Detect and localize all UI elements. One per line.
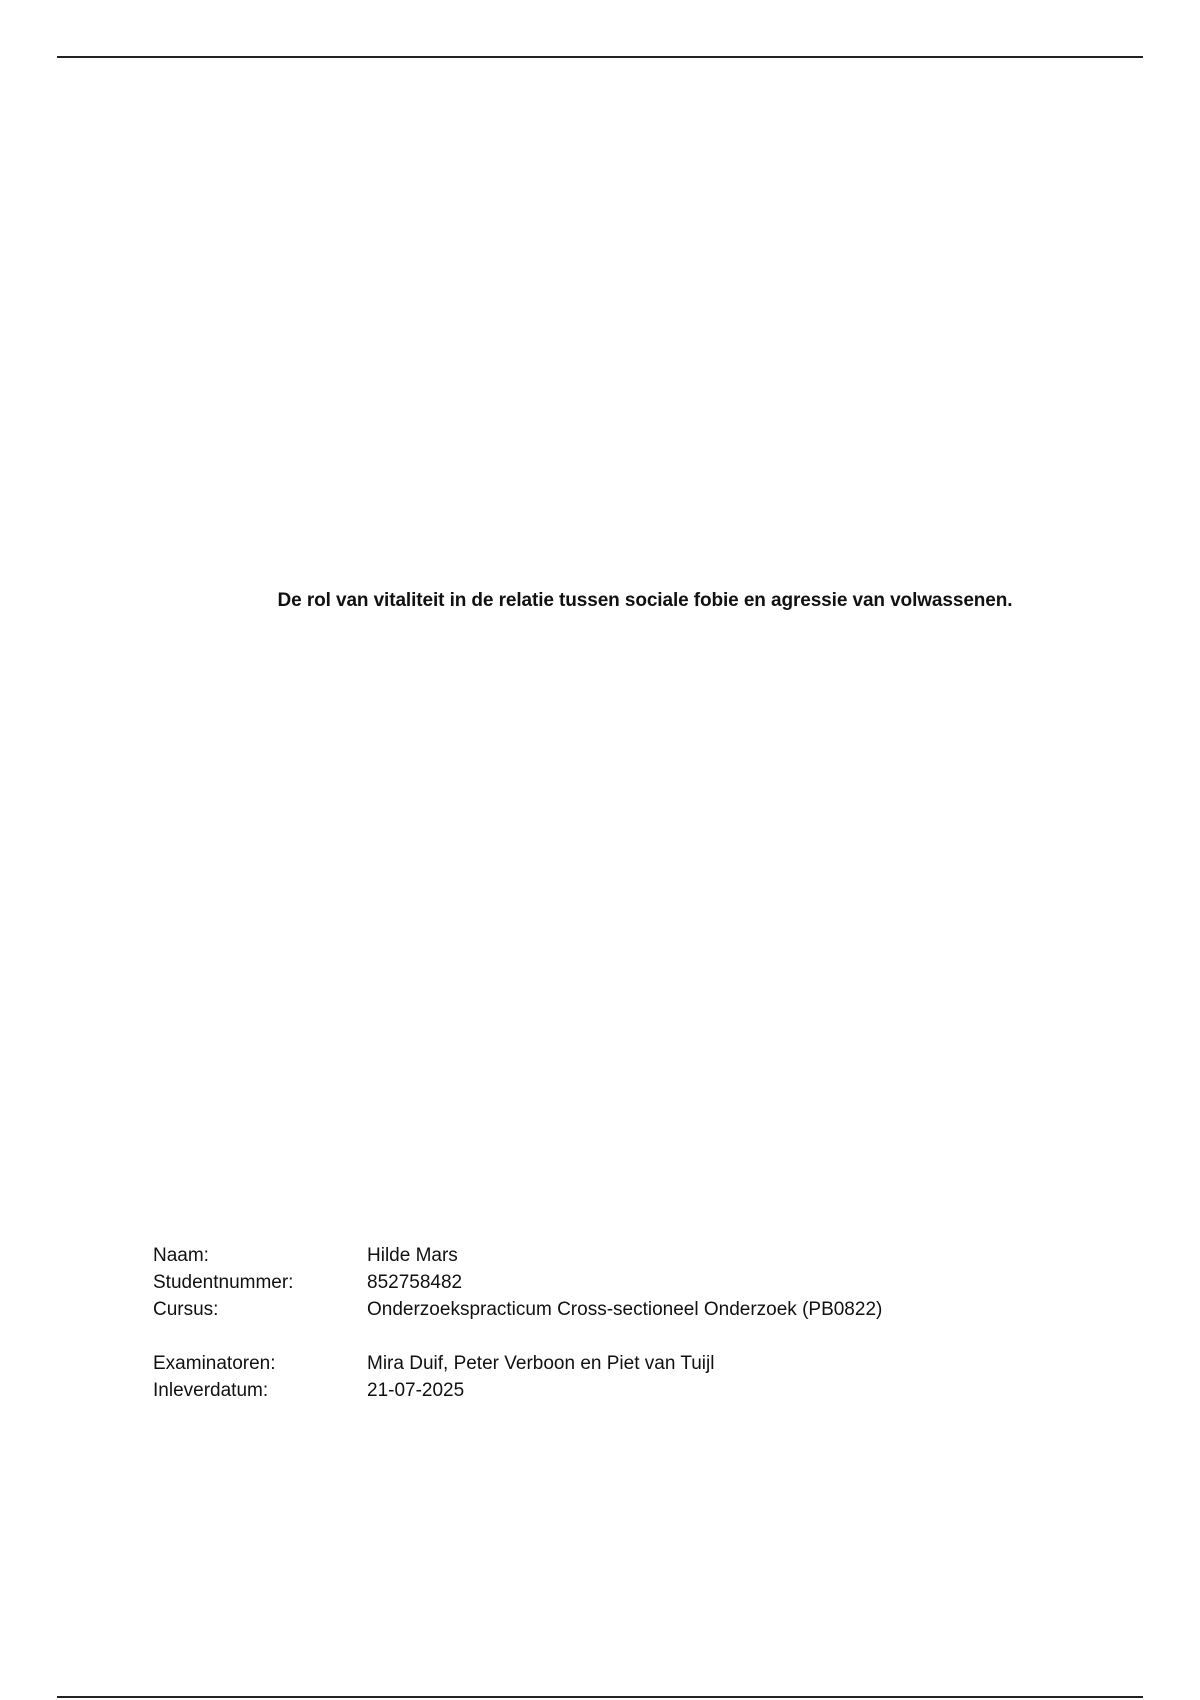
detail-spacer	[153, 1323, 882, 1350]
detail-row-name	[153, 1242, 882, 1269]
detail-label: Cursus:	[153, 1299, 219, 1320]
detail-value: Hilde Mars	[367, 1245, 458, 1266]
detail-value: Onderzoekspracticum Cross-sectioneel Onderzoek (PB0822)	[367, 1299, 883, 1320]
document-title: De rol van vitaliteit in de relatie tussen sociale fobie en agressie van volwassenen.	[277, 590, 1013, 611]
detail-row-student-number	[153, 1269, 882, 1296]
detail-label: Examinatoren:	[153, 1353, 276, 1374]
detail-label: Inleverdatum:	[153, 1380, 269, 1401]
student-details	[153, 1242, 882, 1404]
detail-value: 852758482	[367, 1272, 463, 1293]
footer-rule	[57, 1696, 1143, 1698]
detail-value: 21-07-2025	[367, 1380, 465, 1401]
detail-value: Mira Duif, Peter Verboon en Piet van Tuijl	[367, 1353, 715, 1374]
header-rule	[57, 56, 1143, 58]
detail-row-examiners	[153, 1350, 882, 1377]
detail-row-submission-date	[153, 1377, 882, 1404]
detail-row-course	[153, 1296, 882, 1323]
detail-label: Naam:	[153, 1245, 209, 1266]
detail-label: Studentnummer:	[153, 1272, 294, 1293]
